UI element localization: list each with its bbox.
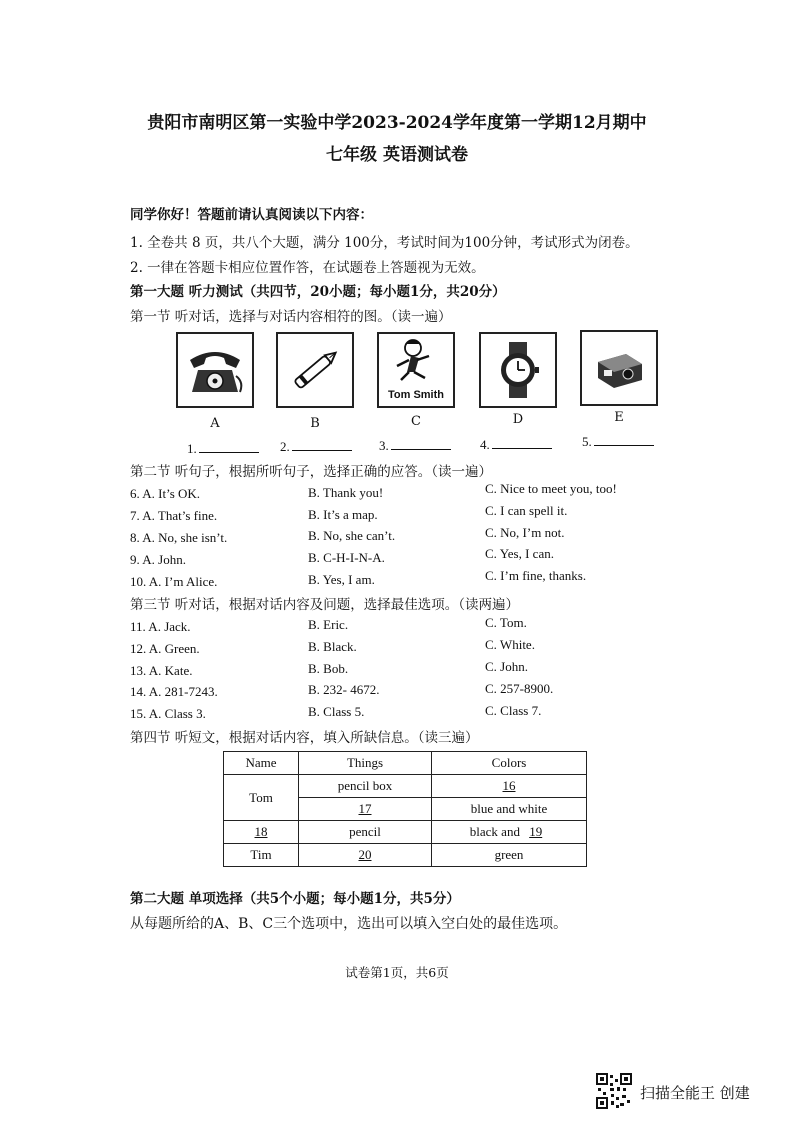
info-table (223, 751, 587, 867)
q11-option-c: C. Tom. (485, 615, 527, 630)
cell-blank-19[interactable]: black and 19 (432, 821, 587, 844)
q9-option-c: C. Yes, I can. (485, 546, 554, 561)
q10-option-c: C. I’m fine, thanks. (485, 568, 587, 583)
part2-heading: 第二大题 单项选择（共5个小题；每小题1分，共5分） (130, 891, 460, 907)
answer-blank-3[interactable]: 3. (379, 437, 451, 454)
answer-blank-5[interactable]: 5. (582, 433, 654, 450)
picture-d (479, 332, 557, 408)
q9-option-b: B. C-H-I-N-A. (308, 550, 385, 565)
q12-option-a: 12. A. Green. (130, 641, 200, 656)
answer-blank-1[interactable]: 1. (187, 440, 259, 457)
q8-option-b: B. No, she can’t. (308, 528, 396, 543)
part1-heading: 第一大题 听力测试（共四节，20小题；每小题1分，共20分） (130, 284, 506, 300)
picture-c-caption: Tom Smith (387, 389, 445, 401)
q13-option-b: B. Bob. (308, 661, 349, 676)
table-row (224, 752, 587, 775)
q14-option-c: C. 257-8900. (485, 681, 554, 696)
scanner-watermark: 扫描全能王 创建 (640, 1084, 750, 1102)
q12-option-b: B. Black. (308, 639, 357, 654)
picture-b (276, 332, 354, 408)
picture-c-letter: C (411, 414, 421, 429)
telephone-icon (184, 342, 246, 398)
q15-option-b: B. Class 5. (308, 704, 365, 719)
q6-option-b: B. Thank you! (308, 485, 384, 500)
cell-blank-20[interactable]: 20 (299, 844, 432, 867)
q7-option-a: 7. A. That’s fine. (130, 508, 218, 523)
picture-d-letter: D (512, 412, 524, 427)
q12-option-c: C. White. (485, 637, 535, 652)
cell-thing: pencil box (299, 775, 432, 798)
q11-option-b: B. Eric. (308, 617, 349, 632)
boy-skating-icon (381, 336, 451, 404)
instructions-item-2: 2. 一律在答题卡相应位置作答，在试题卷上答题视为无效。 (130, 260, 485, 276)
watch-icon (487, 340, 549, 400)
picture-c (377, 332, 455, 408)
header-things: Things (299, 752, 432, 775)
section3-heading: 第三节 听对话，根据对话内容及问题，选择最佳选项。（读两遍） (130, 597, 520, 613)
section2-heading: 第二节 听句子，根据所听句子，选择正确的应答。（读一遍） (130, 464, 493, 480)
pen-icon (284, 342, 346, 398)
q10-option-b: B. Yes, I am. (308, 572, 375, 587)
q8-option-c: C. No, I’m not. (485, 525, 565, 540)
q9-option-a: 9. A. John. (130, 552, 186, 567)
exam-title-line1: 贵阳市南明区第一实验中学2023-2024学年度第一学期12月期中 (147, 113, 647, 133)
q15-option-c: C. Class 7. (485, 703, 542, 718)
cell-color: green (432, 844, 587, 867)
table-row (224, 821, 587, 844)
picture-a (176, 332, 254, 408)
q7-option-b: B. It’s a map. (308, 507, 378, 522)
cell-blank-17[interactable]: 17 (299, 798, 432, 821)
q14-option-b: B. 232- 4672. (308, 682, 380, 697)
qr-code-icon (596, 1073, 632, 1109)
picture-e-letter: E (614, 410, 624, 425)
q10-option-a: 10. A. I’m Alice. (130, 574, 218, 589)
q6-option-a: 6. A. It’s OK. (130, 486, 201, 501)
answer-blank-4[interactable]: 4. (480, 436, 552, 453)
cell-name-tim: Tim (224, 844, 299, 867)
cell-thing: pencil (299, 821, 432, 844)
answer-blank-2[interactable]: 2. (280, 438, 352, 455)
pencil-sharpener-icon (588, 340, 650, 396)
header-name: Name (224, 752, 299, 775)
section1-heading: 第一节 听对话，选择与对话内容相符的图。（读一遍） (130, 309, 452, 325)
q13-option-a: 13. A. Kate. (130, 663, 193, 678)
exam-title-line2: 七年级 英语测试卷 (326, 145, 468, 165)
section4-heading: 第四节 听短文，根据对话内容，填入所缺信息。（读三遍） (130, 730, 479, 746)
cell-blank-16[interactable]: 16 (432, 775, 587, 798)
q14-option-a: 14. A. 281-7243. (130, 684, 218, 699)
cell-name-tom: Tom (224, 775, 299, 821)
instructions-item-1: 1. 全卷共 8 页，共八个大题，满分 100分，考试时间为100分钟，考试形式为闭卷。 (130, 235, 639, 251)
picture-b-letter: B (310, 416, 320, 431)
q7-option-c: C. I can spell it. (485, 503, 568, 518)
picture-e (580, 330, 658, 406)
instructions-greeting: 同学你好！答题前请认真阅读以下内容： (130, 207, 373, 223)
q13-option-c: C. John. (485, 659, 528, 674)
header-colors: Colors (432, 752, 587, 775)
q15-option-a: 15. A. Class 3. (130, 706, 206, 721)
cell-color: blue and white (432, 798, 587, 821)
q8-option-a: 8. A. No, she isn’t. (130, 530, 228, 545)
table-row (224, 775, 587, 798)
page-number: 试卷第1页，共6页 (345, 965, 449, 980)
cell-blank-18[interactable]: 18 (224, 821, 299, 844)
picture-a-letter: A (210, 416, 220, 431)
table-row (224, 844, 587, 867)
q11-option-a: 11. A. Jack. (130, 619, 191, 634)
part2-instruction: 从每题所给的A、B、C三个选项中，选出可以填入空白处的最佳选项。 (130, 916, 568, 932)
q6-option-c: C. Nice to meet you, too! (485, 481, 617, 496)
